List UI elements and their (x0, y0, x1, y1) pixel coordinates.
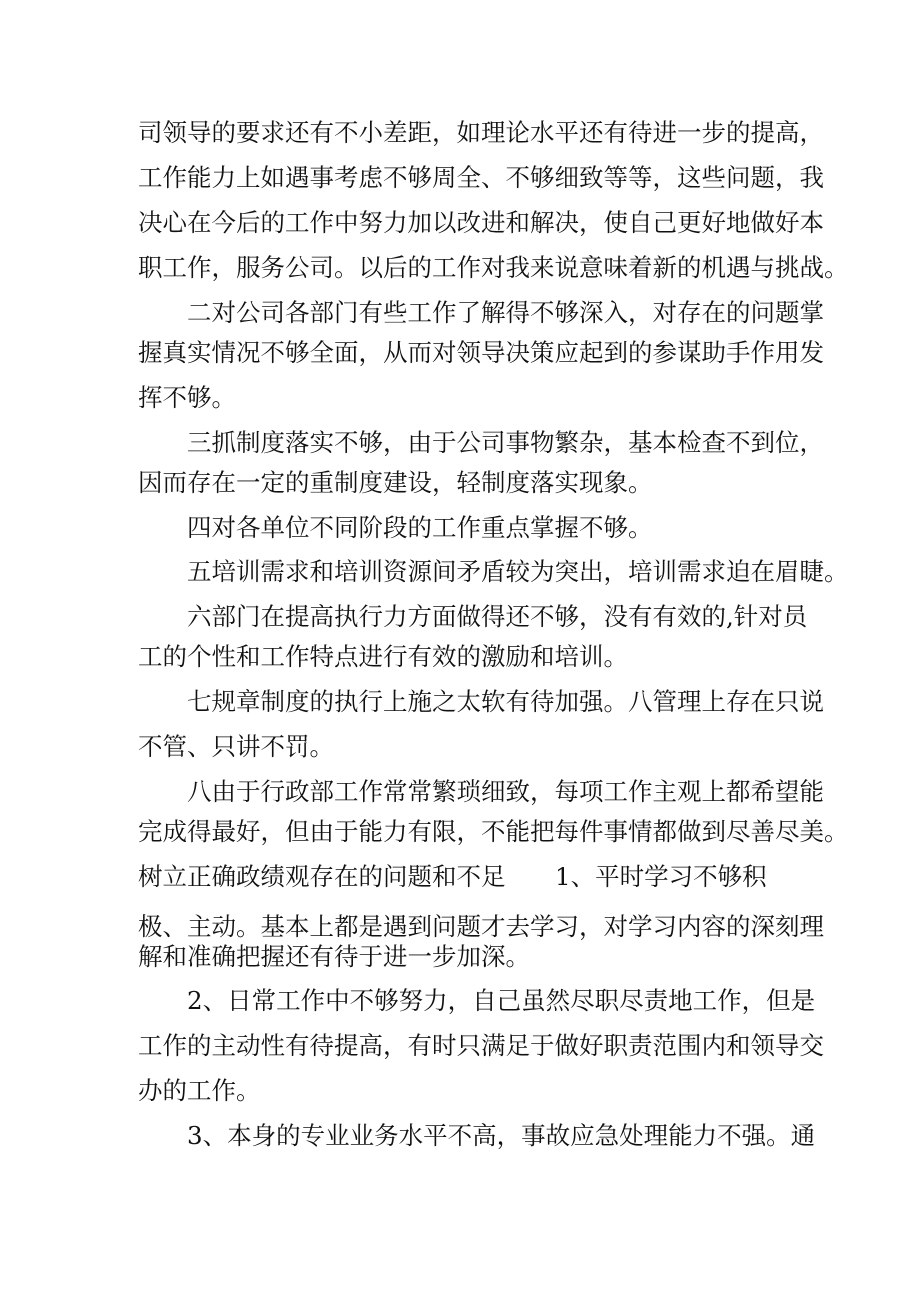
text-line: 极、主动。基本上都是遇到问题才去学习，对学习内容的深刻理 (138, 912, 824, 941)
paragraph-start-line: 二对公司各部门有些工作了解得不够深入，对存在的问题掌 (187, 298, 824, 327)
paragraph-start-line: 2、日常工作中不够努力，自己虽然尽职尽责地工作，但是 (187, 986, 816, 1015)
paragraph-start-line: 四对各单位不同阶段的工作重点掌握不够。 (187, 513, 653, 542)
text-line: 不管、只讲不罚。 (138, 732, 334, 761)
text-line: 握真实情况不够全面，从而对领导决策应起到的参谋助手作用发 (138, 338, 824, 367)
paragraph-start-line: 3、本身的专业业务水平不高，事故应急处理能力不强。通 (187, 1121, 816, 1150)
text-line: 职工作，服务公司。以后的工作对我来说意味着新的机遇与挑战。 (138, 253, 849, 282)
text-line: 挥不够。 (138, 383, 236, 412)
paragraph-start-line: 七规章制度的执行上施之太软有待加强。八管理上存在只说 (187, 687, 824, 716)
text-line: 司领导的要求还有不小差距，如理论水平还有待进一步的提高， (138, 118, 824, 147)
text-line: 完成得最好，但由于能力有限，不能把每件事情都做到尽善尽美。 (138, 817, 849, 846)
section-heading: 树立正确政绩观存在的问题和不足 (138, 862, 506, 891)
text-line: 决心在今后的工作中努力加以改进和解决，使自己更好地做好本 (138, 208, 824, 237)
paragraph-start-line: 五培训需求和培训资源间矛盾较为突出，培训需求迫在眉睫。 (187, 557, 849, 586)
text-line: 工作的主动性有待提高，有时只满足于做好职责范围内和领导交 (138, 1031, 824, 1060)
paragraph-start-line: 六部门在提高执行力方面做得还不够，没有有效的,针对员 (187, 602, 808, 631)
paragraph-start-line: 三抓制度落实不够，由于公司事物繁杂，基本检查不到位， (187, 428, 824, 457)
text-line: 工的个性和工作特点进行有效的激励和培训。 (138, 642, 628, 671)
text-line: 工作能力上如遇事考虑不够周全、不够细致等等，这些问题，我 (138, 163, 824, 192)
text-line: 解和准确把握还有待于进一步加深。 (138, 942, 530, 971)
text-line: 因而存在一定的重制度建设，轻制度落实现象。 (138, 468, 653, 497)
list-item-start: 1、平时学习不够积 (555, 862, 767, 891)
text-line: 办的工作。 (138, 1076, 261, 1105)
paragraph-start-line: 八由于行政部工作常常繁琐细致，每项工作主观上都希望能 (187, 777, 824, 806)
